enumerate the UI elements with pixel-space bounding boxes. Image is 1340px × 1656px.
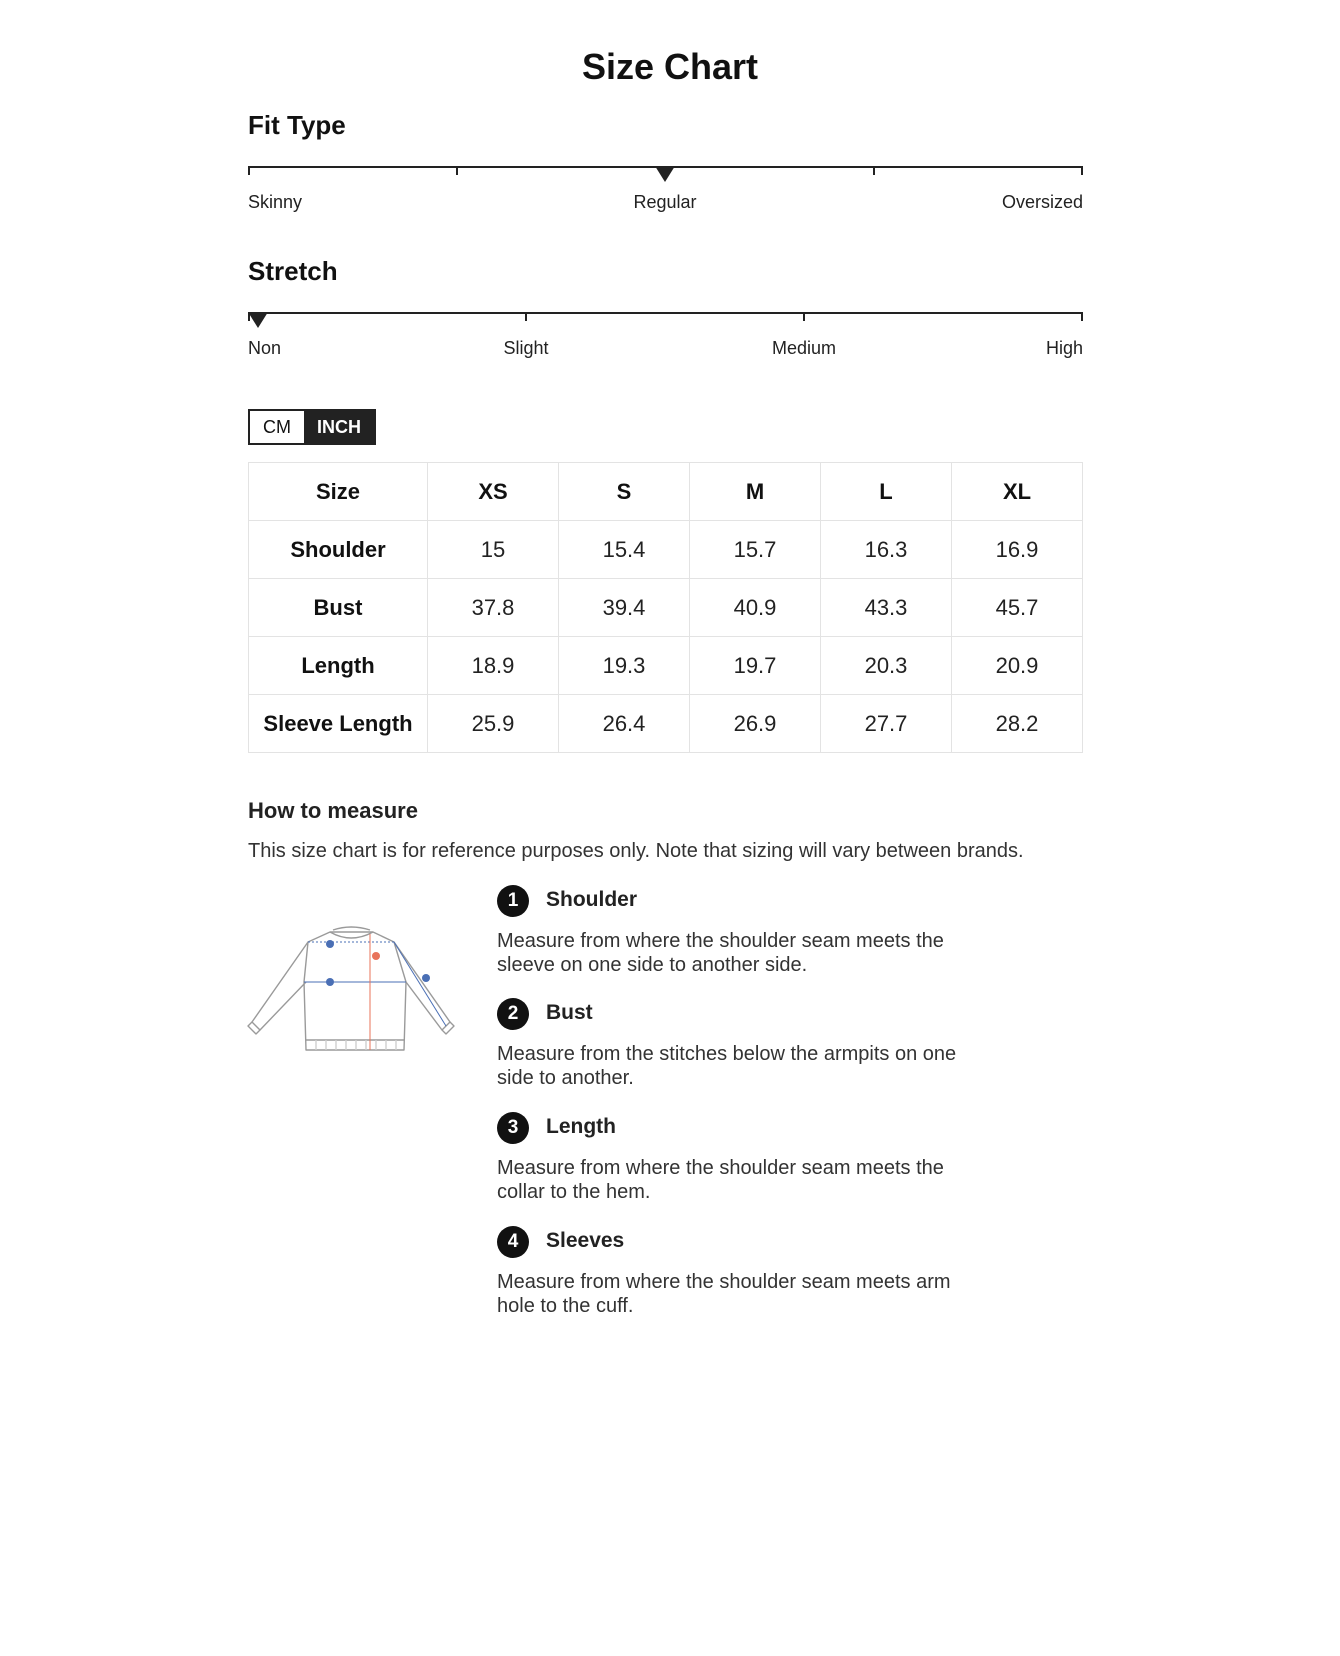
table-cell: 26.4	[559, 695, 690, 753]
table-cell: 28.2	[952, 695, 1083, 753]
table-header-cell: L	[821, 463, 952, 521]
table-header-row	[249, 463, 1083, 521]
fit-type-label-skinny: Skinny	[248, 192, 303, 212]
table-cell: 15	[428, 521, 559, 579]
fit-type-scale	[248, 166, 1083, 226]
sweatshirt-measurement-icon	[246, 922, 456, 1072]
stretch-label-medium: Medium	[771, 338, 837, 358]
stretch-track	[248, 312, 1083, 314]
table-header-cell: XL	[952, 463, 1083, 521]
stretch-tick	[525, 312, 527, 321]
table-cell: 25.9	[428, 695, 559, 753]
table-header-cell: Size	[249, 463, 428, 521]
step-description: Measure from where the shoulder seam meets arm hole to the cuff.	[497, 1271, 951, 1317]
table-header-cell: S	[559, 463, 690, 521]
table-cell: 45.7	[952, 579, 1083, 637]
stretch-marker-icon	[248, 312, 268, 328]
table-row	[249, 579, 1083, 637]
unit-cm-button[interactable]: CM	[263, 417, 291, 437]
table-cell: 20.3	[821, 637, 952, 695]
step-name: Length	[546, 1115, 616, 1138]
fit-type-tick	[248, 166, 250, 175]
fit-type-marker-icon	[655, 166, 675, 182]
table-cell: 19.7	[690, 637, 821, 695]
step-number-badge: 4	[497, 1226, 529, 1258]
stretch-tick	[1081, 312, 1083, 321]
step-description: Measure from where the shoulder seam meets the sleeve on one side to another side.	[497, 930, 944, 976]
step-name: Shoulder	[546, 888, 638, 911]
stretch-label-slight: Slight	[503, 338, 549, 358]
stretch-tick	[803, 312, 805, 321]
unit-toggle	[248, 409, 376, 445]
table-row	[249, 695, 1083, 753]
table-header-cell: M	[690, 463, 821, 521]
step-description: Measure from where the shoulder seam meets the collar to the hem.	[497, 1157, 944, 1203]
stretch-label-high: High	[1045, 338, 1083, 358]
table-cell: 26.9	[690, 695, 821, 753]
table-cell: 19.3	[559, 637, 690, 695]
fit-type-tick	[456, 166, 458, 175]
table-row	[249, 521, 1083, 579]
fit-type-tick	[873, 166, 875, 175]
table-cell: 15.4	[559, 521, 690, 579]
table-row-label: Bust	[249, 579, 428, 637]
table-row-label: Sleeve Length	[249, 695, 428, 753]
fit-type-label-regular: Regular	[633, 192, 697, 212]
step-name: Bust	[546, 1001, 593, 1024]
table-cell: 20.9	[952, 637, 1083, 695]
page-title: Size Chart	[581, 46, 759, 87]
fit-type-label-oversized: Oversized	[1001, 192, 1083, 212]
table-row-label: Length	[249, 637, 428, 695]
unit-inch-button[interactable]: INCH	[304, 411, 374, 443]
step-number-badge: 1	[497, 885, 529, 917]
step-name: Sleeves	[546, 1229, 625, 1252]
how-to-measure-heading: How to measure	[248, 798, 418, 823]
how-to-measure-note: This size chart is for reference purposes only. Note that sizing will vary between brands.	[248, 840, 1024, 862]
fit-type-tick	[1081, 166, 1083, 175]
table-cell: 37.8	[428, 579, 559, 637]
table-cell: 27.7	[821, 695, 952, 753]
size-table	[248, 462, 1083, 753]
table-row-label: Shoulder	[249, 521, 428, 579]
table-cell: 43.3	[821, 579, 952, 637]
table-cell: 16.9	[952, 521, 1083, 579]
table-cell: 18.9	[428, 637, 559, 695]
fit-type-heading: Fit Type	[248, 110, 346, 140]
table-header-cell: XS	[428, 463, 559, 521]
step-description: Measure from the stitches below the armpits on one side to another.	[497, 1043, 957, 1089]
table-cell: 16.3	[821, 521, 952, 579]
stretch-scale	[248, 312, 1083, 372]
table-cell: 39.4	[559, 579, 690, 637]
stretch-heading: Stretch	[248, 256, 338, 286]
step-number-badge: 3	[497, 1112, 529, 1144]
table-cell: 15.7	[690, 521, 821, 579]
table-cell: 40.9	[690, 579, 821, 637]
step-number-badge: 2	[497, 998, 529, 1030]
stretch-label-non: Non	[248, 338, 282, 358]
table-row	[249, 637, 1083, 695]
